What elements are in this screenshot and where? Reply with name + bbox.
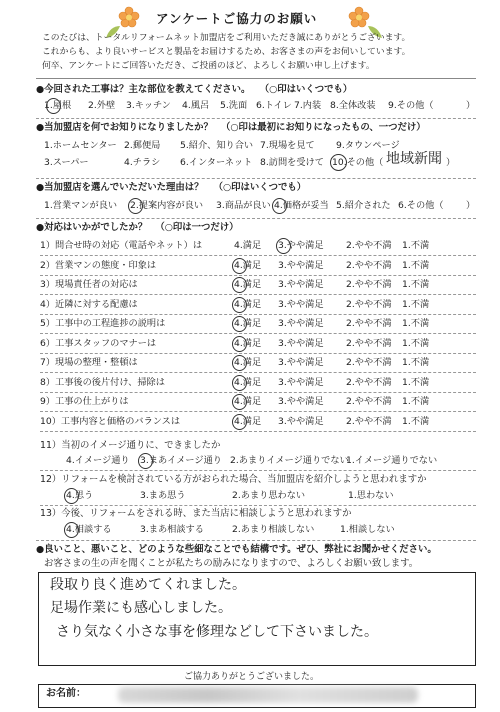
q3-heading — [36, 182, 306, 193]
divider — [40, 255, 476, 256]
rating-choice[interactable]: 1.不満 — [402, 279, 430, 290]
divider — [40, 275, 476, 276]
answer-circle — [64, 488, 79, 504]
rating-row-label: 9）工事の仕上がりは — [40, 396, 129, 407]
rating-choice[interactable]: 4.満足 — [234, 298, 262, 310]
divider — [36, 178, 476, 179]
rating-row-label: 7）現場の整理・整頓は — [40, 357, 138, 368]
divider — [40, 333, 476, 334]
rating-choice[interactable]: 3.やや満足 — [278, 337, 324, 349]
divider — [40, 505, 476, 506]
answer-circle — [330, 154, 347, 171]
divider — [40, 372, 476, 373]
q1-option-toilet[interactable]: 6.トイレ — [256, 100, 292, 111]
rating-choice[interactable]: 4.満足 — [234, 259, 262, 271]
rating-choice[interactable]: 4.満足 — [234, 318, 262, 329]
answer-circle — [232, 258, 247, 274]
divider — [40, 431, 476, 432]
rating-choice[interactable]: 3.やや満足 — [278, 298, 324, 310]
q3-option-introduced[interactable]: 5.紹介された — [336, 200, 391, 211]
answer-circle — [232, 375, 247, 391]
rating-choice[interactable]: 2.やや不満 — [346, 357, 392, 368]
answer-circle — [232, 297, 247, 313]
rating-choice[interactable]: 3.やや満足 — [278, 318, 324, 329]
rating-choice[interactable]: 3.やや満足 — [278, 357, 324, 368]
answer-circle — [272, 198, 287, 214]
q1-option-roof[interactable]: 1.屋根 — [44, 100, 72, 111]
q2-option-post-office[interactable]: 2.郵便局 — [124, 140, 161, 151]
q12-choice-1[interactable]: 1.思わない — [348, 490, 394, 501]
rating-row-label: 8）工事後の後片付け、掃除は — [40, 376, 165, 388]
q13-question: 13）今後、リフォームをされる時、また当店に相談しようと思われますか — [40, 508, 352, 519]
q13-choice-4[interactable]: 4.相談する — [66, 524, 112, 535]
comments-subheading: お客さまの生の声を聞くことが私たちの励みになりますので、よろしくお願い致します。 — [44, 558, 419, 569]
q3-option-sales[interactable]: 1.営業マンが良い — [44, 200, 118, 211]
rating-choice[interactable]: 4.満足 — [234, 279, 262, 290]
divider — [40, 353, 476, 354]
rating-choice[interactable]: 2.やや不満 — [346, 240, 392, 251]
q3-option-proposal[interactable]: 2.提案内容が良い — [130, 200, 204, 211]
rating-row-label: 10）工事内容と価格のバランスは — [40, 415, 181, 427]
q12-choice-2[interactable]: 2.あまり思わない — [232, 490, 306, 501]
q2-option-referral[interactable]: 5.紹介、知り合い — [180, 140, 254, 151]
rating-choice[interactable]: 1.不満 — [402, 357, 430, 368]
answer-circle — [128, 198, 143, 214]
rating-row-label: 4）近隣に対する配慮は — [40, 298, 138, 310]
answer-circle — [232, 414, 247, 430]
q13-choice-1[interactable]: 1.相談しない — [340, 524, 395, 535]
q1-option-other[interactable]: 9.その他（ — [388, 100, 434, 111]
q1-note: （○印はいくつでも） — [264, 84, 353, 95]
q2-option-other-close: ） — [446, 157, 456, 168]
q1-option-other-close: ） — [466, 100, 476, 111]
rating-choice[interactable]: 2.やや不満 — [346, 318, 392, 329]
divider — [40, 470, 476, 471]
answer-circle — [64, 522, 79, 538]
rating-choice[interactable]: 2.やや不満 — [346, 337, 392, 349]
divider — [40, 392, 476, 393]
page-title: アンケートご協力のお願い — [156, 11, 318, 26]
rating-choice[interactable]: 4.満足 — [234, 415, 262, 427]
q1-option-wall[interactable]: 2.外壁 — [88, 100, 116, 111]
rating-row-label: 1）問合せ時の対応（電話やネット）は — [40, 240, 203, 251]
rating-choice[interactable]: 1.不満 — [402, 240, 430, 251]
q2-note: （○印は最初にお知りになったもの、一つだけ） — [220, 122, 426, 133]
redacted-name — [118, 687, 418, 703]
q11-question: 11）当初のイメージ通りに、できましたか — [40, 440, 221, 451]
rating-row-label: 5）工事中の工程進捗の説明は — [40, 318, 166, 329]
rating-choice[interactable]: 3.やや満足 — [278, 240, 324, 251]
rating-choice[interactable]: 2.やや不満 — [346, 279, 392, 290]
q1-heading — [36, 84, 352, 95]
comment-line-1: 段取り良く進めてくれました。 — [50, 577, 246, 593]
q2-option-town-page[interactable]: 9.タウンページ — [336, 140, 400, 151]
rating-choice[interactable]: 4.満足 — [234, 337, 262, 349]
q13-choice-2[interactable]: 2.あまり相談しない — [232, 524, 315, 535]
q12-choice-4[interactable]: 4.思う — [66, 490, 94, 501]
q1-option-interior[interactable]: 7.内装 — [294, 100, 322, 111]
rating-row-label: 3）現場責任者の対応は — [40, 279, 138, 290]
rating-choice[interactable]: 1.不満 — [402, 298, 430, 310]
rating-choice[interactable]: 3.やや満足 — [278, 376, 324, 388]
thanks-message: ご協力ありがとうございました。 — [184, 672, 320, 682]
q12-choice-3[interactable]: 3.まあ思う — [140, 490, 186, 501]
rating-choice[interactable]: 1.不満 — [402, 415, 430, 427]
rating-choice[interactable]: 1.不満 — [402, 318, 430, 329]
answer-circle — [232, 316, 247, 332]
rating-choice[interactable]: 1.不満 — [402, 376, 430, 388]
rating-choice[interactable]: 3.やや満足 — [278, 259, 324, 271]
q1-option-washroom[interactable]: 5.洗面 — [220, 100, 248, 111]
divider — [40, 314, 476, 315]
answer-circle — [232, 277, 247, 293]
comments-heading: ●良いこと、悪いこと、どのような些細なことでも結構です。ぜひ、弊社にお聞かせください。 — [36, 544, 437, 555]
answer-circle — [46, 98, 61, 114]
q2-heading-text: ●当加盟店を何でお知りになりましたか？ — [36, 122, 213, 133]
q4-heading-text: ●対応はいかがでしたか？ — [36, 222, 148, 233]
q2-option-internet[interactable]: 6.インターネット — [180, 157, 253, 168]
comment-line-3: さり気なく小さな事を修理などして下さいました。 — [56, 624, 378, 640]
q2-option-visit[interactable]: 8.訪問を受けて — [260, 157, 324, 168]
q13-choice-3[interactable]: 3.まあ相談する — [140, 524, 204, 535]
rating-choice[interactable]: 4.満足 — [234, 357, 262, 368]
q11-choice-1[interactable]: 1.イメージ通りでない — [346, 455, 438, 466]
q2-heading — [36, 122, 426, 133]
divider — [36, 78, 476, 79]
rating-choice[interactable]: 1.不満 — [402, 396, 430, 407]
q2-option-home-center[interactable]: 1.ホームセンター — [44, 140, 117, 151]
q1-option-bath[interactable]: 4.風呂 — [182, 100, 210, 111]
q1-heading-text: ●今回された工事は？主な部位を教えてください。 — [36, 84, 251, 95]
q4-heading — [36, 222, 239, 233]
comment-line-2: 足場作業にも感心しました。 — [50, 600, 232, 616]
rating-choice[interactable]: 1.不満 — [402, 337, 430, 349]
rating-choice[interactable]: 4.満足 — [234, 396, 262, 407]
rating-choice[interactable]: 2.やや不満 — [346, 259, 392, 271]
q12-question: 12）リフォームを検討されている方がおられた場合、当加盟店を紹介しようと思われますか — [40, 474, 427, 485]
answer-circle — [232, 336, 247, 352]
intro-line-1: このたびは、トータルリフォームネット加盟店をご利用いただき誠にありがとうございます。 — [42, 33, 411, 43]
rating-choice[interactable]: 2.やや不満 — [346, 396, 392, 407]
rating-choice[interactable]: 3.やや満足 — [278, 396, 324, 407]
divider — [36, 118, 476, 119]
rating-choice[interactable]: 2.やや不満 — [346, 376, 392, 388]
rating-choice[interactable]: 1.不満 — [402, 259, 430, 271]
q11-choice-4[interactable]: 4.イメージ通り — [66, 455, 130, 466]
q2-option-flyer[interactable]: 4.チラシ — [124, 157, 161, 168]
rating-row-label: 6）工事スタッフのマナーは — [40, 337, 157, 349]
q2-other-answer: 地域新聞 — [386, 151, 442, 167]
q3-option-price[interactable]: 4.価格が妥当 — [274, 200, 329, 211]
q2-option-site[interactable]: 7.現場を見て — [260, 140, 315, 151]
divider — [40, 294, 476, 295]
answer-circle — [138, 453, 153, 469]
q3-heading-text: ●当加盟店を選んでいただいた理由は？ — [36, 182, 204, 193]
q2-option-other[interactable]: 10.その他（ — [332, 157, 384, 168]
rating-choice[interactable]: 3.やや満足 — [278, 279, 324, 290]
rating-choice[interactable]: 4.満足 — [234, 240, 262, 251]
q11-choice-3[interactable]: 3.まあイメージ通り — [140, 455, 222, 466]
divider — [40, 411, 476, 412]
answer-circle — [232, 394, 247, 410]
q11-choice-2[interactable]: 2.あまりイメージ通りでない — [230, 455, 349, 466]
rating-row-label: 2）営業マンの態度・印象は — [40, 259, 157, 271]
answer-circle — [232, 355, 247, 371]
q3-option-other-close: ） — [466, 200, 476, 211]
rating-choice[interactable]: 2.やや不満 — [346, 298, 392, 310]
answer-circle — [276, 238, 291, 254]
q3-option-other[interactable]: 6.その他（ — [398, 200, 444, 211]
rating-choice[interactable]: 2.やや不満 — [346, 415, 392, 427]
intro-line-3: 何卒、アンケートにご回答いただき、ご投函のほど、よろしくお願い申し上げます。 — [42, 61, 375, 71]
intro-line-2: これからも、より良いサービスと製品をお届けするため、お客さまの声をお伺いしています。 — [42, 47, 411, 57]
q4-note: （○印は一つだけ） — [155, 222, 239, 233]
q2-option-supermarket[interactable]: 3.スーパー — [44, 157, 89, 168]
q1-option-kitchen[interactable]: 3.キッチン — [126, 100, 171, 111]
divider — [36, 218, 476, 219]
rating-choice[interactable]: 4.満足 — [234, 376, 262, 388]
q3-note: （○印はいくつでも） — [213, 182, 307, 193]
divider — [36, 540, 476, 541]
name-label: お名前： — [46, 688, 86, 699]
q1-option-full[interactable]: 8.全体改装 — [330, 100, 376, 111]
q3-option-product[interactable]: 3.商品が良い — [216, 200, 271, 211]
rating-choice[interactable]: 3.やや満足 — [278, 415, 324, 427]
